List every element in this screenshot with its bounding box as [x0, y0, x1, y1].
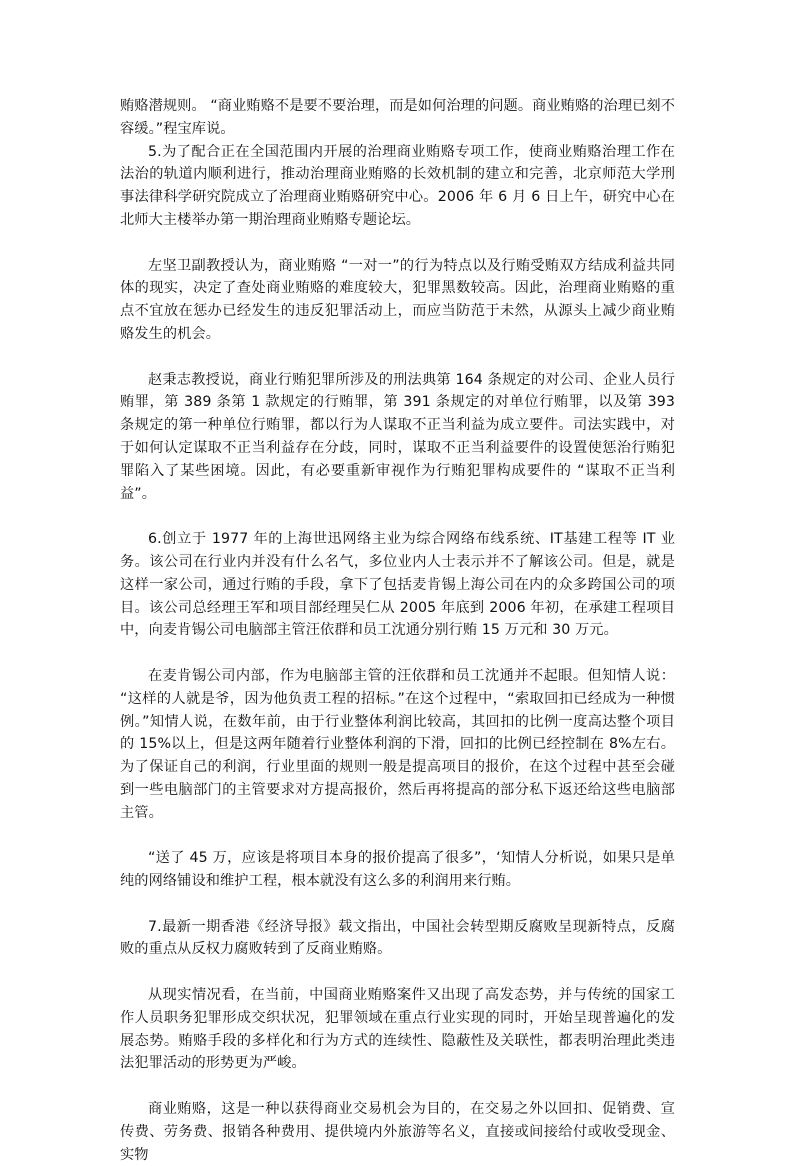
paragraph-9: 从现实情况看，在当前，中国商业贿赂案件又出现了高发态势，并与传统的国家工作人员职务犯罪形成交织状况，犯罪领域在重点行业实现的同时，开始呈现普遍化的发展态势。贿赂手段的多样化和行为方式的连续性、隐蔽性及关联性，都表明治理此类违法犯罪活动的形势更为严峻。 — [120, 987, 675, 1072]
paragraph-10: 商业贿赂，这是一种以获得商业交易机会为目的，在交易之外以回扣、促销费、宣传费、劳务费、报销各种费用、提供境内外旅游等名义，直接或间接给付或收受现金、实物 — [120, 1101, 675, 1163]
paragraph-7: “送了 45 万，应该是将项目本身的报价提高了很多”，‘知情人分析说，如果只是单纯的网络铺设和维护工程，根本就没有这么多的利润用来行贿。 — [120, 850, 675, 890]
document-body — [120, 95, 675, 1166]
paragraph-4: 赵秉志教授说，商业行贿犯罪所涉及的刑法典第 164 条规定的对公司、企业人员行贿罪，第 389 条第 1 款规定的行贿罪，第 391 条规定的对单位行贿罪，以及第 393 条规定的第一种单位行贿罪，都以行为人谋取不正当利益为成立要件。司法实践中，对于如何认定谋取不正当利益存在分歧，同时，谋取不正当利益要件的设置使惩治行贿犯罪陷入了某些困境。因此，有必要重新审视作为行贿犯罪构成要件的 “谋取不正当利益”。 — [120, 371, 675, 502]
paragraph-2: 5.为了配合正在全国范围内开展的治理商业贿赂专项工作，使商业贿赂治理工作在法治的轨道内顺利进行，推动治理商业贿赂的长效机制的建立和完善，北京师范大学刑事法律科学研究院成立了治理商业贿赂研究中心。2006 年 6 月 6 日上午，研究中心在北师大主楼举办第一期治理商业贿赂专题论坛。 — [120, 143, 675, 228]
paragraph-5: 6.创立于 1977 年的上海世迅网络主业为综合网络布线系统、IT基建工程等 IT 业务。该公司在行业内并没有什么名气，多位业内人士表示并不了解该公司。但是，就是这样一家公司，通过行贿的手段，拿下了包括麦肯锡上海公司在内的众多跨国公司的项目。该公司总经理王军和项目部经理吴仁从 2005 年底到 2006 年初，在承建工程项目中，向麦肯锡公司电脑部主管汪依群和员工沈通分别行贿 15 万元和 30 万元。 — [120, 531, 675, 639]
paragraph-3: 左坚卫副教授认为，商业贿赂 “一对一”的行为特点以及行贿受贿双方结成利益共同体的现实，决定了查处商业贿赂的难度较大，犯罪黑数较高。因此，治理商业贿赂的重点不宜放在惩办已经发生的违反犯罪活动上，而应当防范于未然，从源头上减少商业贿赂发生的机会。 — [120, 257, 675, 342]
paragraph-1: 贿赂潜规则。 “商业贿赂不是要不要治理，而是如何治理的问题。商业贿赂的治理已刻不容缓。”程宝库说。 — [120, 98, 675, 137]
paragraph-6: 在麦肯锡公司内部，作为电脑部主管的汪依群和员工沈通并不起眼。但知情人说： “这样的人就是爷，因为他负责工程的招标。”在这个过程中，“索取回扣已经成为一种惯例。”知情人说，在数年前，由于行业整体利润比较高，其回扣的比例一度高达整个项目的 15%以上，但是这两年随着行业整体利润的下滑，回扣的比例已经控制在 8%左右。为了保证自己的利润，行业里面的规则一般是提高项目的报价，在这个过程中甚至会碰到一些电脑部门的主管要求对方提高报价，然后再将提高的部分私下返还给这些电脑部主管。 — [120, 667, 675, 821]
paragraph-8: 7.最新一期香港《经济导报》载文指出，中国社会转型期反腐败呈现新特点，反腐败的重点从反权力腐败转到了反商业贿赂。 — [120, 918, 675, 958]
